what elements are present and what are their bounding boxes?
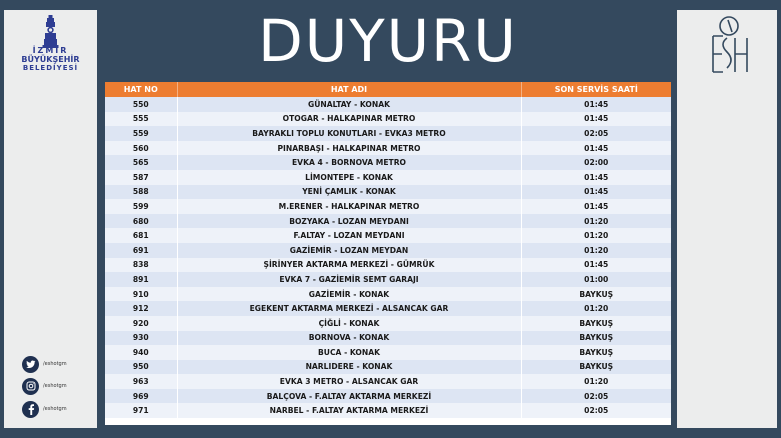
cell-son-servis: 01:00 — [521, 272, 671, 287]
cell-hat-no: 559 — [105, 126, 177, 141]
facebook-handle[interactable]: /eshotgm — [43, 406, 67, 412]
cell-son-servis: 01:20 — [521, 228, 671, 243]
table-row — [105, 331, 671, 346]
logo-text-buyuksehir: BÜYÜKŞEHİR — [21, 55, 80, 64]
cell-son-servis: BAYKUŞ — [521, 331, 671, 346]
table-row — [105, 185, 671, 200]
schedule-table-container — [105, 82, 671, 425]
cell-son-servis: 01:45 — [521, 170, 671, 185]
cell-hat-adi: EVKA 3 METRO - ALSANCAK GAR — [177, 374, 521, 389]
cell-son-servis: 01:45 — [521, 112, 671, 127]
cell-hat-no: 838 — [105, 258, 177, 273]
cell-son-servis: BAYKUŞ — [521, 360, 671, 375]
page-title: DUYURU — [258, 7, 518, 75]
instagram-icon[interactable] — [22, 378, 39, 395]
eshot-monogram-logo-icon — [695, 14, 759, 80]
table-row — [105, 258, 671, 273]
table-row — [105, 155, 671, 170]
cell-hat-no: 971 — [105, 403, 177, 418]
cell-son-servis: 01:45 — [521, 141, 671, 156]
cell-son-servis: 02:05 — [521, 403, 671, 418]
cell-hat-no: 930 — [105, 331, 177, 346]
cell-hat-no: 920 — [105, 316, 177, 331]
cell-son-servis: 01:20 — [521, 243, 671, 258]
table-row — [105, 141, 671, 156]
cell-hat-no: 681 — [105, 228, 177, 243]
cell-son-servis: 01:45 — [521, 185, 671, 200]
table-row — [105, 345, 671, 360]
cell-hat-adi: LİMONTEPE - KONAK — [177, 170, 521, 185]
table-header-row — [105, 82, 671, 97]
cell-hat-no: 550 — [105, 97, 177, 112]
table-row — [105, 360, 671, 375]
cell-son-servis: 01:20 — [521, 214, 671, 229]
cell-son-servis: 02:05 — [521, 126, 671, 141]
cell-hat-adi: OTOGAR - HALKAPINAR METRO — [177, 112, 521, 127]
cell-hat-adi: F.ALTAY - LOZAN MEYDANI — [177, 228, 521, 243]
social-facebook[interactable] — [22, 400, 94, 418]
table-row — [105, 112, 671, 127]
header-son-servis-saati: SON SERVİS SAATİ — [521, 82, 671, 97]
cell-son-servis: 01:20 — [521, 301, 671, 316]
social-instagram[interactable] — [22, 377, 94, 395]
cell-hat-no: 565 — [105, 155, 177, 170]
cell-hat-adi: GÜNALTAY - KONAK — [177, 97, 521, 112]
cell-hat-no: 963 — [105, 374, 177, 389]
table-row — [105, 374, 671, 389]
cell-hat-adi: BALÇOVA - F.ALTAY AKTARMA MERKEZİ — [177, 389, 521, 404]
cell-hat-no: 588 — [105, 185, 177, 200]
table-row — [105, 170, 671, 185]
cell-hat-no: 555 — [105, 112, 177, 127]
cell-son-servis: 01:45 — [521, 199, 671, 214]
cell-hat-no: 891 — [105, 272, 177, 287]
logo-text-izmir: İZMİR — [32, 46, 69, 55]
cell-hat-no: 910 — [105, 287, 177, 302]
cell-hat-adi: M.ERENER - HALKAPINAR METRO — [177, 199, 521, 214]
cell-hat-no: 969 — [105, 389, 177, 404]
table-row — [105, 287, 671, 302]
table-row — [105, 97, 671, 112]
table-row — [105, 199, 671, 214]
table-row — [105, 403, 671, 418]
cell-hat-adi: PINARBAŞI - HALKAPINAR METRO — [177, 141, 521, 156]
cell-hat-adi: YENİ ÇAMLIK - KONAK — [177, 185, 521, 200]
cell-son-servis: 01:45 — [521, 258, 671, 273]
cell-hat-no: 680 — [105, 214, 177, 229]
cell-hat-adi: EGEKENT AKTARMA MERKEZİ - ALSANCAK GAR — [177, 301, 521, 316]
cell-hat-no: 560 — [105, 141, 177, 156]
cell-hat-adi: BOZYAKA - LOZAN MEYDANI — [177, 214, 521, 229]
table-row — [105, 316, 671, 331]
cell-hat-no: 587 — [105, 170, 177, 185]
table-row — [105, 214, 671, 229]
cell-hat-adi: BUCA - KONAK — [177, 345, 521, 360]
cell-hat-adi: BAYRAKLI TOPLU KONUTLARI - EVKA3 METRO — [177, 126, 521, 141]
cell-son-servis: BAYKUŞ — [521, 345, 671, 360]
header-hat-adi: HAT ADI — [177, 82, 521, 97]
table-row — [105, 389, 671, 404]
cell-hat-adi: NARBEL - F.ALTAY AKTARMA MERKEZİ — [177, 403, 521, 418]
table-row — [105, 272, 671, 287]
table-row — [105, 243, 671, 258]
cell-hat-adi: ŞİRİNYER AKTARMA MERKEZİ - GÜMRÜK — [177, 258, 521, 273]
cell-hat-no: 940 — [105, 345, 177, 360]
table-row — [105, 228, 671, 243]
cell-hat-adi: GAZİEMİR - KONAK — [177, 287, 521, 302]
cell-son-servis: 01:20 — [521, 374, 671, 389]
cell-hat-adi: ÇİĞLİ - KONAK — [177, 316, 521, 331]
cell-son-servis: 02:00 — [521, 155, 671, 170]
header-hat-no: HAT NO — [105, 82, 177, 97]
table-row — [105, 301, 671, 316]
cell-son-servis: 01:45 — [521, 97, 671, 112]
cell-son-servis: BAYKUŞ — [521, 287, 671, 302]
schedule-table — [105, 82, 671, 418]
logo-text-belediyesi: BELEDİYESİ — [22, 64, 79, 72]
cell-hat-adi: BORNOVA - KONAK — [177, 331, 521, 346]
cell-hat-no: 912 — [105, 301, 177, 316]
facebook-icon[interactable] — [22, 401, 39, 418]
twitter-handle[interactable]: /eshotgm — [43, 361, 67, 367]
cell-son-servis: BAYKUŞ — [521, 316, 671, 331]
cell-hat-no: 691 — [105, 243, 177, 258]
social-twitter[interactable] — [22, 355, 94, 373]
cell-hat-no: 599 — [105, 199, 177, 214]
cell-hat-adi: NARLIDERE - KONAK — [177, 360, 521, 375]
cell-hat-no: 950 — [105, 360, 177, 375]
instagram-handle[interactable]: /eshotgm — [43, 383, 67, 389]
cell-hat-adi: EVKA 7 - GAZİEMİR SEMT GARAJI — [177, 272, 521, 287]
cell-hat-adi: GAZİEMİR - LOZAN MEYDAN — [177, 243, 521, 258]
twitter-icon[interactable] — [22, 356, 39, 373]
cell-son-servis: 02:05 — [521, 389, 671, 404]
cell-hat-adi: EVKA 4 - BORNOVA METRO — [177, 155, 521, 170]
table-row — [105, 126, 671, 141]
